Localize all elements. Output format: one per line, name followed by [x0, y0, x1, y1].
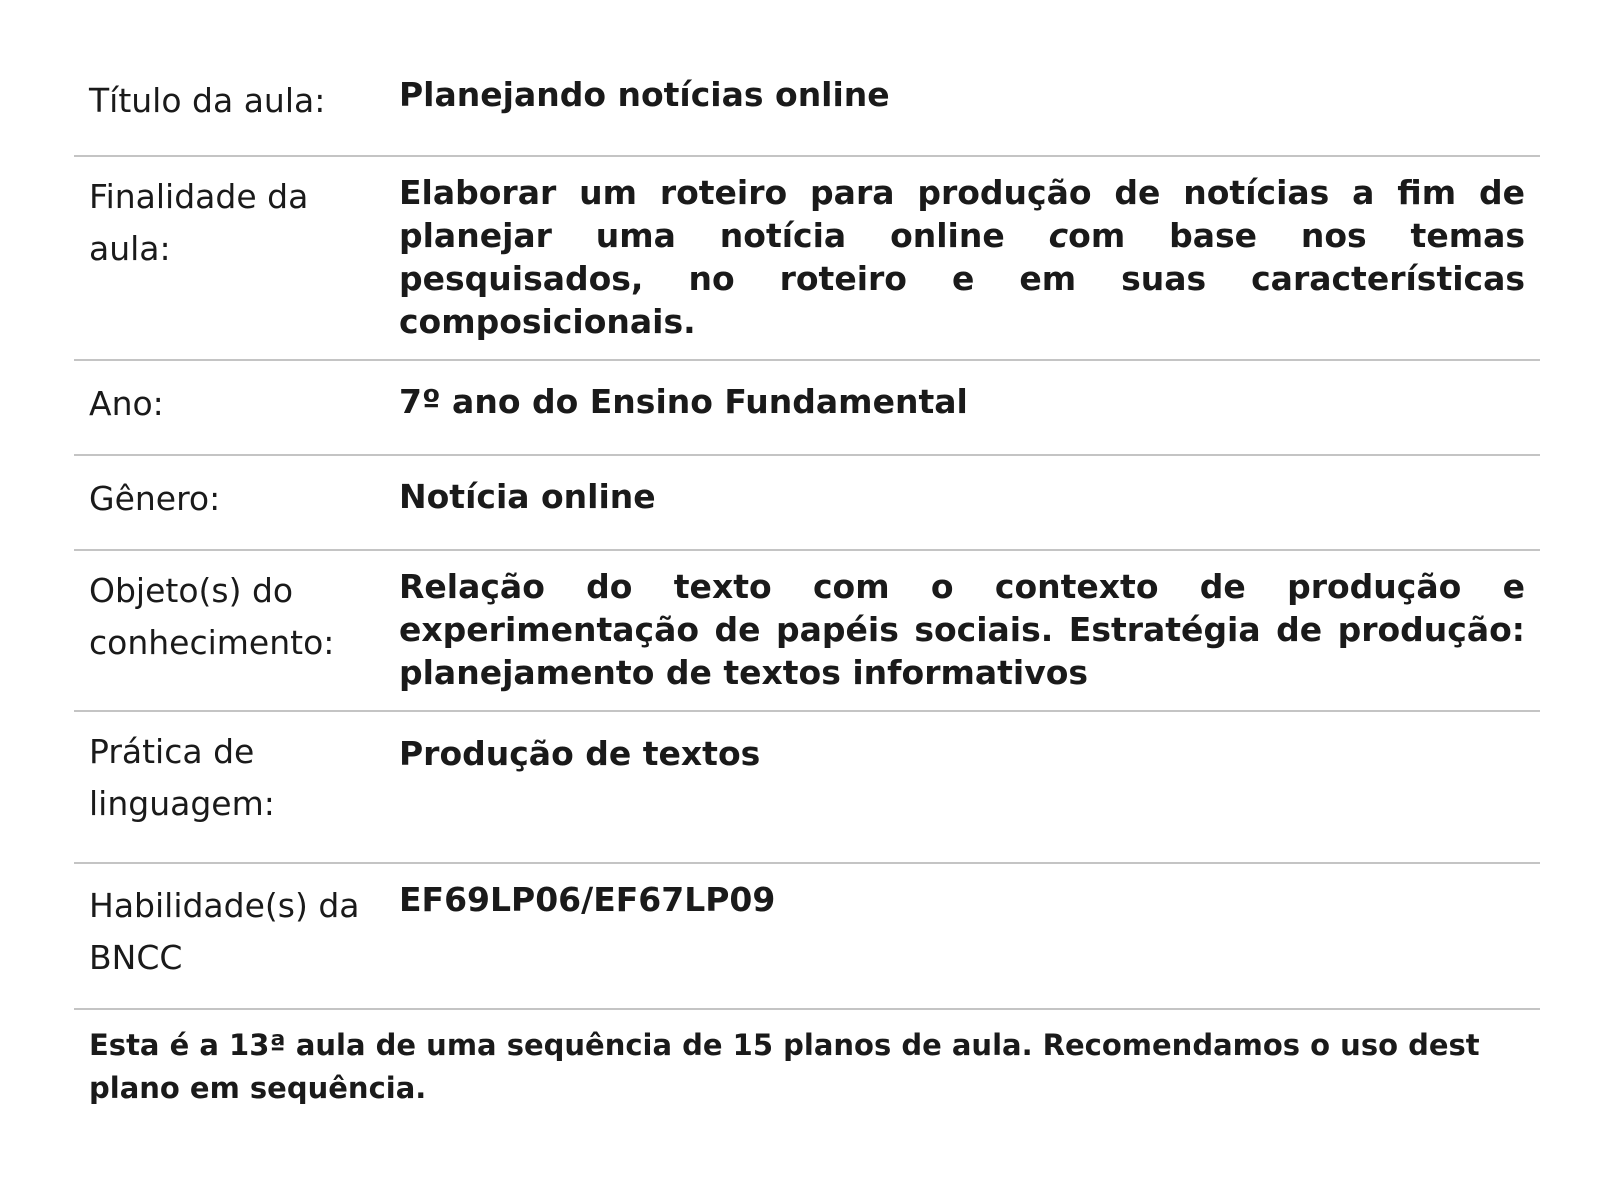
row-objeto	[74, 550, 1540, 711]
row-habilidades	[74, 863, 1540, 1009]
label-ano: Ano:	[74, 360, 389, 455]
value-finalidade-part2: om base nos temas pesquisados, no roteiro e em suas características composicionais.	[399, 216, 1526, 341]
label-objeto: Objeto(s) do conhecimento:	[74, 550, 389, 711]
value-objeto: Relação do texto com o contexto de produção e experimentação de papéis sociais. Estratégia de produção: planejamento de textos informativos	[389, 550, 1540, 711]
value-titulo: Planejando notícias online	[389, 58, 1540, 156]
value-habilidades: EF69LP06/EF67LP09	[389, 863, 1540, 1009]
value-genero: Notícia online	[389, 455, 1540, 550]
value-finalidade-part1: Elaborar um roteiro para produção de notícias a fim de planejar uma notícia online	[399, 173, 1525, 255]
label-pratica: Prática de linguagem:	[74, 711, 389, 863]
value-finalidade	[389, 156, 1540, 360]
lesson-plan-document	[74, 58, 1540, 1110]
lesson-info-table	[74, 58, 1540, 1010]
label-finalidade: Finalidade da aula:	[74, 156, 389, 360]
label-genero: Gênero:	[74, 455, 389, 550]
row-titulo	[74, 58, 1540, 156]
sequence-note: Esta é a 13ª aula de uma sequência de 15 planos de aula. Recomendamos o uso dest plano em sequência.	[89, 1028, 1480, 1105]
row-finalidade	[74, 156, 1540, 360]
label-titulo: Título da aula:	[74, 58, 389, 156]
row-ano	[74, 360, 1540, 455]
label-habilidades: Habilidade(s) da BNCC	[74, 863, 389, 1009]
row-genero	[74, 455, 1540, 550]
value-ano: 7º ano do Ensino Fundamental	[389, 360, 1540, 455]
value-finalidade-italic: c	[1048, 216, 1069, 255]
row-pratica	[74, 711, 1540, 863]
value-pratica: Produção de textos	[389, 711, 1540, 863]
